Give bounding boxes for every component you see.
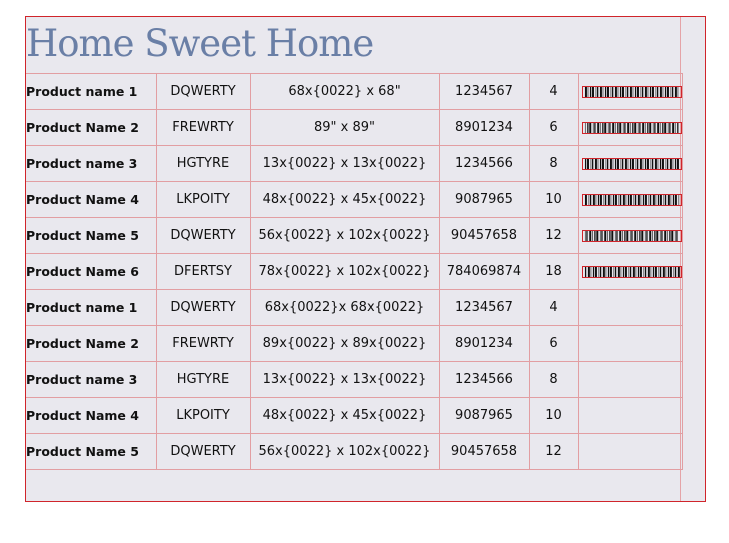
barcode-cell (578, 110, 682, 146)
product-name-cell: Product Name 5 (26, 218, 156, 254)
product-number-cell: 9087965 (439, 398, 529, 434)
product-quantity-cell: 6 (529, 326, 578, 362)
table-row (26, 290, 682, 326)
product-number-cell: 784069874 (439, 254, 529, 290)
product-code-cell: LKPOITY (156, 182, 250, 218)
product-quantity-cell: 10 (529, 398, 578, 434)
product-size-cell: 68x{0022}x 68x{0022} (250, 290, 439, 326)
table-row (26, 110, 682, 146)
product-name-cell: Product Name 4 (26, 398, 156, 434)
product-size-cell: 68x{0022} x 68" (250, 74, 439, 110)
product-code-cell: DQWERTY (156, 74, 250, 110)
product-size-cell: 13x{0022} x 13x{0022} (250, 362, 439, 398)
product-code-cell: FREWRTY (156, 326, 250, 362)
product-code-cell: HGTYRE (156, 362, 250, 398)
product-number-cell: 8901234 (439, 326, 529, 362)
product-quantity-cell: 12 (529, 218, 578, 254)
product-quantity-cell: 6 (529, 110, 578, 146)
product-name-cell: Product Name 6 (26, 254, 156, 290)
product-code-cell: DQWERTY (156, 218, 250, 254)
product-size-cell: 48x{0022} x 45x{0022} (250, 398, 439, 434)
barcode-icon (582, 194, 682, 206)
barcode-cell (578, 326, 682, 362)
document-page (25, 16, 706, 502)
product-size-cell: 56x{0022} x 102x{0022} (250, 434, 439, 470)
product-size-cell: 56x{0022} x 102x{0022} (250, 218, 439, 254)
product-number-cell: 1234567 (439, 290, 529, 326)
page-title: Home Sweet Home (26, 22, 374, 65)
product-number-cell: 90457658 (439, 218, 529, 254)
barcode-cell (578, 218, 682, 254)
product-name-cell: Product name 1 (26, 74, 156, 110)
product-code-cell: DQWERTY (156, 290, 250, 326)
barcode-cell (578, 362, 682, 398)
table-row (26, 182, 682, 218)
product-size-cell: 13x{0022} x 13x{0022} (250, 146, 439, 182)
barcode-icon (582, 86, 682, 98)
table-row (26, 398, 682, 434)
table-row (26, 218, 682, 254)
product-name-cell: Product Name 4 (26, 182, 156, 218)
barcode-icon (582, 122, 682, 134)
product-name-cell: Product name 1 (26, 290, 156, 326)
barcode-icon (582, 266, 682, 278)
product-name-cell: Product Name 5 (26, 434, 156, 470)
table-row (26, 254, 682, 290)
product-table (26, 73, 683, 470)
product-name-cell: Product Name 2 (26, 326, 156, 362)
product-size-cell: 89" x 89" (250, 110, 439, 146)
product-name-cell: Product name 3 (26, 146, 156, 182)
product-number-cell: 9087965 (439, 182, 529, 218)
product-code-cell: DQWERTY (156, 434, 250, 470)
barcode-cell (578, 290, 682, 326)
barcode-cell (578, 182, 682, 218)
product-size-cell: 48x{0022} x 45x{0022} (250, 182, 439, 218)
barcode-icon (582, 230, 682, 242)
product-code-cell: DFERTSY (156, 254, 250, 290)
product-quantity-cell: 8 (529, 146, 578, 182)
product-number-cell: 1234567 (439, 74, 529, 110)
product-name-cell: Product name 3 (26, 362, 156, 398)
product-number-cell: 8901234 (439, 110, 529, 146)
barcode-cell (578, 74, 682, 110)
product-quantity-cell: 10 (529, 182, 578, 218)
product-number-cell: 1234566 (439, 362, 529, 398)
product-quantity-cell: 12 (529, 434, 578, 470)
product-number-cell: 1234566 (439, 146, 529, 182)
product-table-body (26, 74, 682, 470)
table-row (26, 326, 682, 362)
table-row (26, 74, 682, 110)
product-quantity-cell: 8 (529, 362, 578, 398)
barcode-cell (578, 398, 682, 434)
product-code-cell: LKPOITY (156, 398, 250, 434)
product-quantity-cell: 4 (529, 290, 578, 326)
product-code-cell: FREWRTY (156, 110, 250, 146)
product-code-cell: HGTYRE (156, 146, 250, 182)
barcode-icon (582, 158, 682, 170)
product-size-cell: 78x{0022} x 102x{0022} (250, 254, 439, 290)
product-size-cell: 89x{0022} x 89x{0022} (250, 326, 439, 362)
barcode-cell (578, 146, 682, 182)
barcode-cell (578, 254, 682, 290)
product-quantity-cell: 4 (529, 74, 578, 110)
table-row (26, 146, 682, 182)
barcode-cell (578, 434, 682, 470)
product-name-cell: Product Name 2 (26, 110, 156, 146)
table-row (26, 434, 682, 470)
product-quantity-cell: 18 (529, 254, 578, 290)
product-number-cell: 90457658 (439, 434, 529, 470)
table-row (26, 362, 682, 398)
